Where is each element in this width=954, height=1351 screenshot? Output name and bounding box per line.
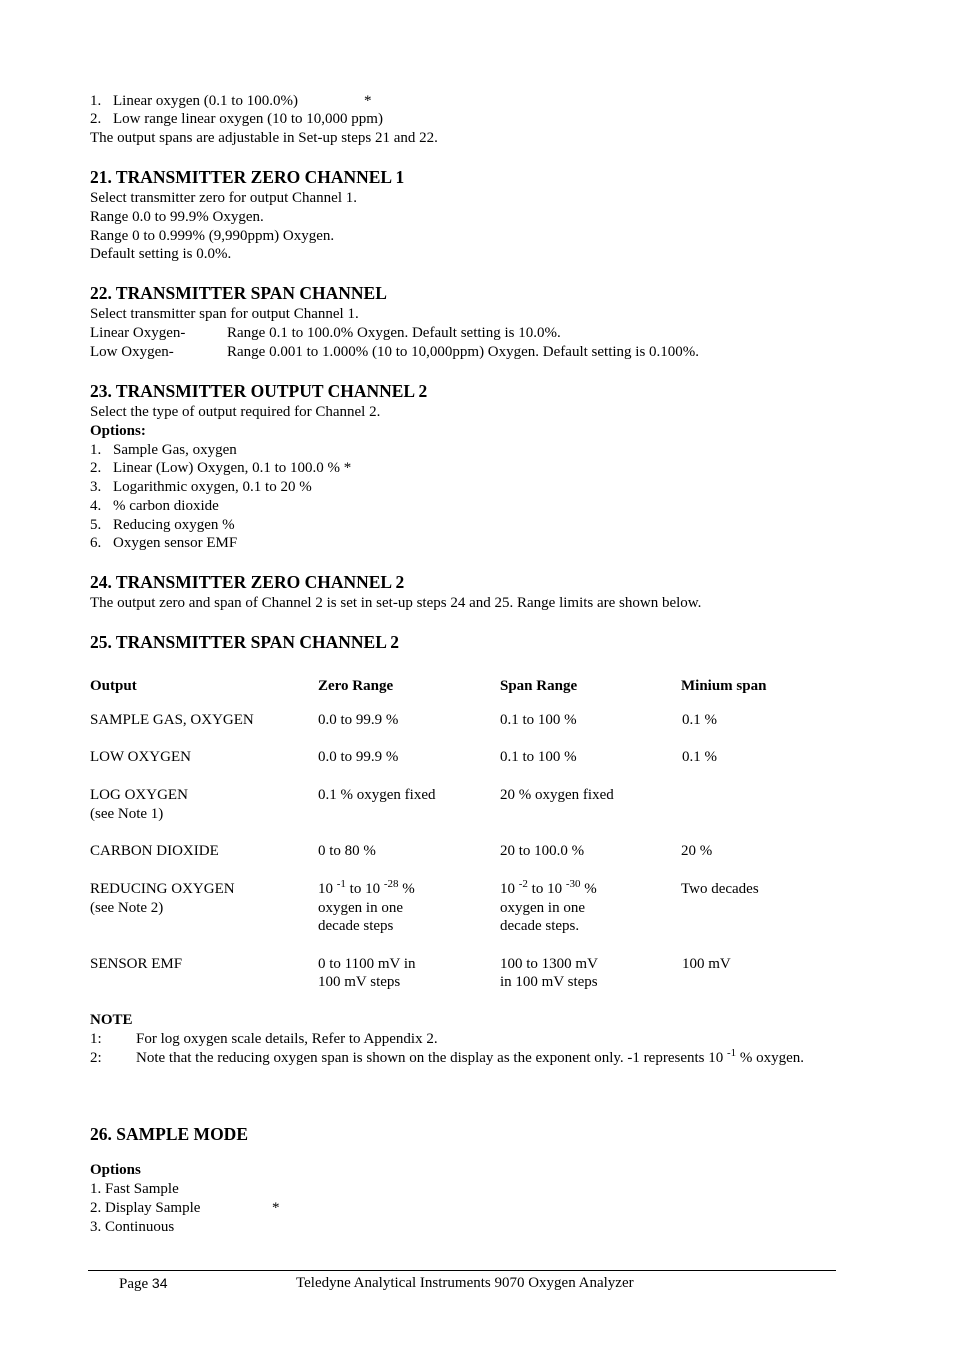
table-cell-span-line2: oxygen in one <box>500 900 585 916</box>
footer-page-number: 34 <box>151 1275 168 1291</box>
table-cell-span: 0.1 to 100 % <box>500 712 577 728</box>
footer-page <box>119 1274 168 1294</box>
note-item-text: Note that the reducing oxygen span is shown on the display as the exponent only. -1 represents 10 $^{-1}$ % oxygen. <box>136 1047 805 1066</box>
section-21-line: Default setting is 0.0%. <box>90 246 232 262</box>
table-cell-min: 0.1 % <box>682 712 717 728</box>
note-item-number: 2: <box>90 1050 102 1066</box>
table-cell-zero-line2: 100 mV steps <box>318 974 401 990</box>
section-26-title: 26. SAMPLE MODE <box>90 1124 248 1144</box>
note-title: NOTE <box>90 1012 133 1028</box>
section-23-title: 23. TRANSMITTER OUTPUT CHANNEL 2 <box>90 381 428 401</box>
option-text: 1. Fast Sample <box>90 1181 179 1197</box>
section-22-row-value: Range 0.001 to 1.000% (10 to 10,000ppm) Oxygen. Default setting is 0.100%. <box>227 344 700 360</box>
table-cell-output: CARBON DIOXIDE <box>90 843 219 859</box>
section-21-title: 21. TRANSMITTER ZERO CHANNEL 1 <box>90 167 405 187</box>
option-text: Logarithmic oxygen, 0.1 to 20 % <box>113 479 312 495</box>
table-cell-output: LOG OXYGEN <box>90 787 188 803</box>
footer-rule <box>88 1270 836 1271</box>
table-cell-output: LOW OXYGEN <box>90 749 191 765</box>
intro-item-1-text: Linear oxygen (0.1 to 100.0%) <box>113 93 298 109</box>
table-cell-span-line3: decade steps. <box>500 918 580 934</box>
option-number: 6. <box>90 535 102 551</box>
section-21-line: Select transmitter zero for output Channel 1. <box>90 190 358 206</box>
section-22-line: Select transmitter span for output Channel 1. <box>90 306 359 322</box>
section-22-title: 22. TRANSMITTER SPAN CHANNEL <box>90 283 387 303</box>
table-cell-output: SENSOR EMF <box>90 956 183 972</box>
option-number: 4. <box>90 498 102 514</box>
table-header-span-range: Span Range <box>500 678 578 694</box>
option-number: 5. <box>90 517 102 533</box>
intro-item-2-text: Low range linear oxygen (10 to 10,000 ppm) <box>113 111 383 127</box>
table-header-output: Output <box>90 678 137 694</box>
section-24-line: The output zero and span of Channel 2 is set in set-up steps 24 and 25. Range limits are shown below. <box>90 595 702 611</box>
option-text: % carbon dioxide <box>113 498 219 514</box>
table-cell-zero-line3: decade steps <box>318 918 394 934</box>
option-text: 3. Continuous <box>90 1219 175 1235</box>
intro-item-2-num: 2. <box>90 111 102 127</box>
option-number: 1. <box>90 442 102 458</box>
table-cell-zero: 0.1 % oxygen fixed <box>318 787 436 803</box>
section-22-row-label: Low Oxygen- <box>90 344 174 360</box>
table-cell-zero: 0.0 to 99.9 % <box>318 712 399 728</box>
note-item-text: For log oxygen scale details, Refer to Appendix 2. <box>136 1031 438 1047</box>
section-21-line: Range 0.0 to 99.9% Oxygen. <box>90 209 264 225</box>
table-cell-span: 10 $^{-2}$ to 10 $^{-30}$ % <box>500 878 597 897</box>
table-cell-span: 100 to 1300 mV <box>500 956 598 972</box>
section-23-options-label: Options: <box>90 423 146 439</box>
table-cell-span: 0.1 to 100 % <box>500 749 577 765</box>
option-text: Linear (Low) Oxygen, 0.1 to 100.0 % * <box>113 460 352 476</box>
option-text: Reducing oxygen % <box>113 517 235 533</box>
table-cell-output-note: (see Note 2) <box>90 900 164 916</box>
note-item-number: 1: <box>90 1031 102 1047</box>
section-22-row-label: Linear Oxygen- <box>90 325 186 341</box>
table-header-minimum-span: Minium span <box>681 678 767 694</box>
footer-page-label: Page <box>119 1276 152 1292</box>
option-text: Oxygen sensor EMF <box>113 535 238 551</box>
section-22-row-value: Range 0.1 to 100.0% Oxygen. Default setting is 10.0%. <box>227 325 561 341</box>
table-cell-zero: 10 $^{-1}$ to 10 $^{-28}$ % <box>318 878 415 897</box>
intro-note: The output spans are adjustable in Set-up steps 21 and 22. <box>90 130 438 146</box>
option-number: 2. <box>90 460 102 476</box>
table-cell-zero: 0.0 to 99.9 % <box>318 749 399 765</box>
intro-item-1-num: 1. <box>90 93 102 109</box>
option-text: 2. Display Sample <box>90 1200 201 1216</box>
table-cell-min: 20 % <box>681 843 713 859</box>
section-23-line: Select the type of output required for Channel 2. <box>90 404 381 420</box>
section-25-title: 25. TRANSMITTER SPAN CHANNEL 2 <box>90 632 400 652</box>
section-26-options-label: Options <box>90 1162 141 1178</box>
table-cell-output: REDUCING OXYGEN <box>90 881 235 897</box>
table-cell-zero: 0 to 80 % <box>318 843 376 859</box>
table-cell-min: 0.1 % <box>682 749 717 765</box>
footer-document-title: Teledyne Analytical Instruments 9070 Oxygen Analyzer <box>296 1275 634 1291</box>
table-cell-output-note: (see Note 1) <box>90 806 164 822</box>
option-number: 3. <box>90 479 102 495</box>
table-cell-min: 100 mV <box>682 956 731 972</box>
table-cell-min: Two decades <box>681 881 759 897</box>
section-24-title: 24. TRANSMITTER ZERO CHANNEL 2 <box>90 572 405 592</box>
table-header-zero-range: Zero Range <box>318 678 394 694</box>
table-cell-zero-line2: oxygen in one <box>318 900 403 916</box>
table-cell-span-line2: in 100 mV steps <box>500 974 598 990</box>
intro-item-1-mark: * <box>364 93 372 109</box>
table-cell-zero: 0 to 1100 mV in <box>318 956 416 972</box>
table-cell-span: 20 % oxygen fixed <box>500 787 614 803</box>
table-cell-output: SAMPLE GAS, OXYGEN <box>90 712 254 728</box>
option-default-mark: * <box>272 1200 280 1216</box>
table-cell-span: 20 to 100.0 % <box>500 843 585 859</box>
option-text: Sample Gas, oxygen <box>113 442 237 458</box>
section-21-line: Range 0 to 0.999% (9,990ppm) Oxygen. <box>90 228 335 244</box>
